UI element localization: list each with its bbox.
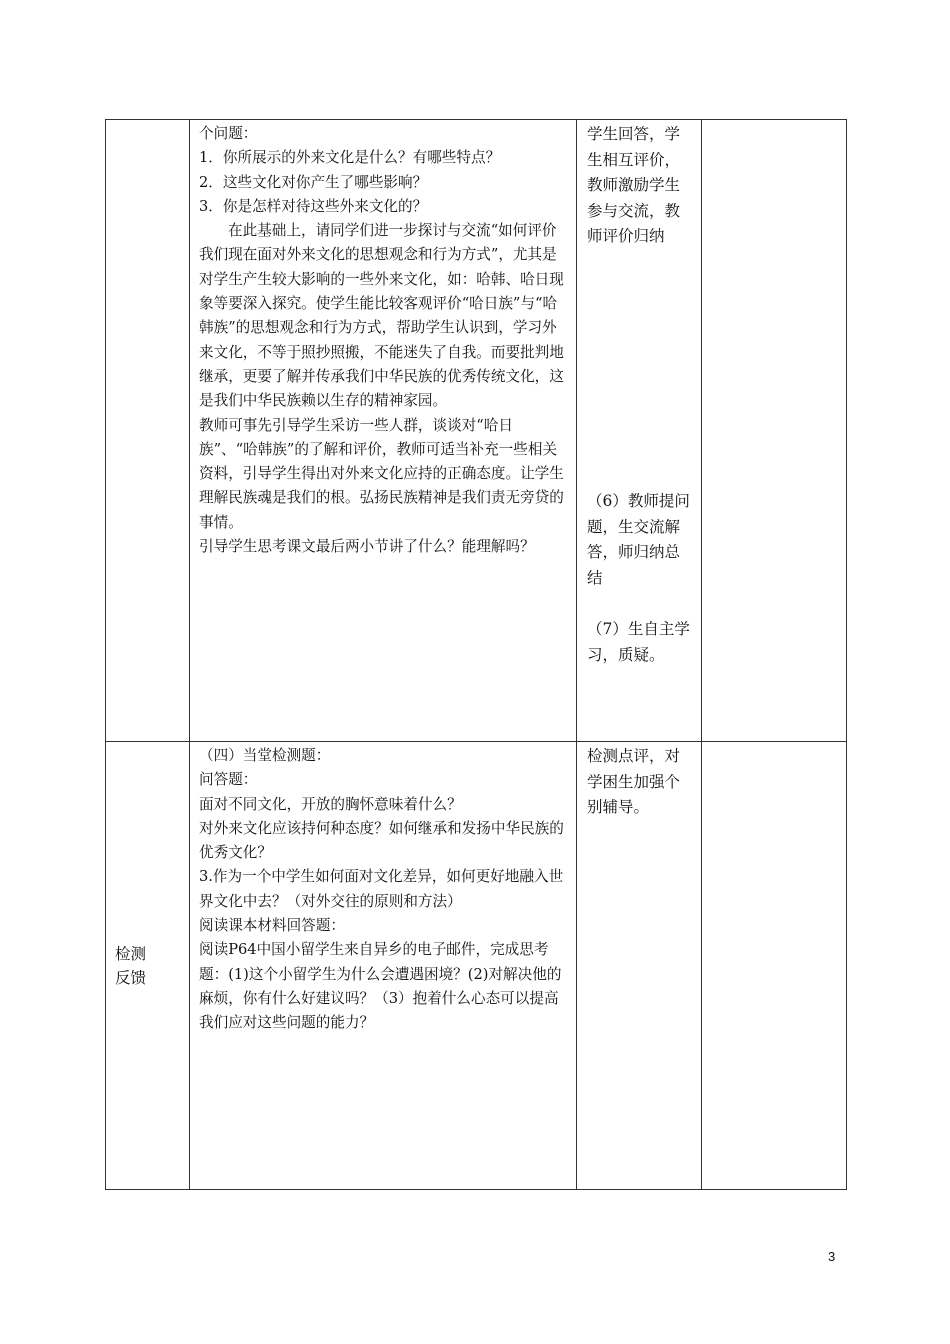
- content-line: 1．你所展示的外来文化是什么？有哪些特点？: [199, 149, 501, 167]
- activity-note: （7）生自主学习，质疑。: [587, 620, 690, 664]
- table-row-feedback: [106, 742, 847, 1190]
- content-paragraph: 对外来文化应该持何种态度？如何继承和发扬中华民族的优秀文化？: [199, 819, 564, 862]
- content-paragraph: 引导学生思考课文最后两小节讲了什么？能理解吗？: [199, 538, 535, 556]
- activity-note: 学生回答，学生相互评价，教师激励学生参与交流，教师评价归纳: [587, 125, 681, 246]
- table-row-inquiry: [106, 120, 847, 742]
- row2-content-cell: [190, 742, 577, 1190]
- row2-activity-cell: [577, 742, 702, 1190]
- page-number: 3: [828, 1249, 836, 1264]
- content-line: 2．这些文化对你产生了哪些影响？: [199, 173, 428, 191]
- content-line: （四）当堂检测题：: [199, 747, 331, 764]
- content-line: 个问题：: [199, 125, 258, 142]
- section-label: 检测 反馈: [115, 944, 147, 987]
- content-paragraph: 在此基础上，请同学们进一步探讨与交流“如何评价我们现在面对外来文化的思想观念和行为方式”，尤其是对学生产生较大影响的一些外来文化，如：哈韩、哈日现象等要深入探究。使学生能比较客观评价“哈日族”与“哈韩族”的思想观念和行为方式，帮助学生认识到，学习外来文化，不等于照抄照搬，不能迷失了自我。而要批判地继承，更要了解并传承我们中华民族的优秀传统文化，这是我们中华民族赖以生存的精神家园。: [199, 222, 564, 410]
- content-paragraph: 教师可事先引导学生采访一些人群，谈谈对“哈日族”、“哈韩族”的了解和评价，教师可适当补充一些相关资料，引导学生得出对外来文化应持的正确态度。让学生理解民族魂是我们的根。弘扬民族精神是我们责无旁贷的事情。: [199, 416, 564, 531]
- row1-activity-cell: [577, 120, 702, 742]
- row2-notes-cell: [702, 742, 847, 1190]
- activity-note: 检测点评，对学困生加强个别辅导。: [587, 747, 681, 817]
- row1-notes-cell: [702, 120, 847, 742]
- row1-content-cell: [190, 120, 577, 742]
- lesson-plan-table: [105, 119, 847, 1190]
- row1-label-cell: [106, 120, 190, 742]
- content-line: 问答题：: [199, 771, 258, 789]
- content-paragraph: 阅读P64中国小留学生来自异乡的电子邮件，完成思考题：(1)这个小留学生为什么会遭遇困境？(2)对解决他的麻烦，你有什么好建议吗？（3）抱着什么心态可以提高我们应对这些问题的能力？: [199, 941, 562, 1032]
- content-line: 面对不同文化，开放的胸怀意味着什么？: [199, 795, 462, 813]
- content-line: 3．你是怎样对待这些外来文化的？: [199, 197, 428, 215]
- content-paragraph: 3.作为一个中学生如何面对文化差异，如何更好地融入世界文化中去？（对外交往的原则和方法）: [199, 868, 564, 910]
- content-line: 阅读课本材料回答题：: [199, 917, 345, 935]
- row2-label-cell: [106, 742, 190, 1190]
- activity-note: （6）教师提问题，生交流解答，师归纳总结: [587, 491, 690, 587]
